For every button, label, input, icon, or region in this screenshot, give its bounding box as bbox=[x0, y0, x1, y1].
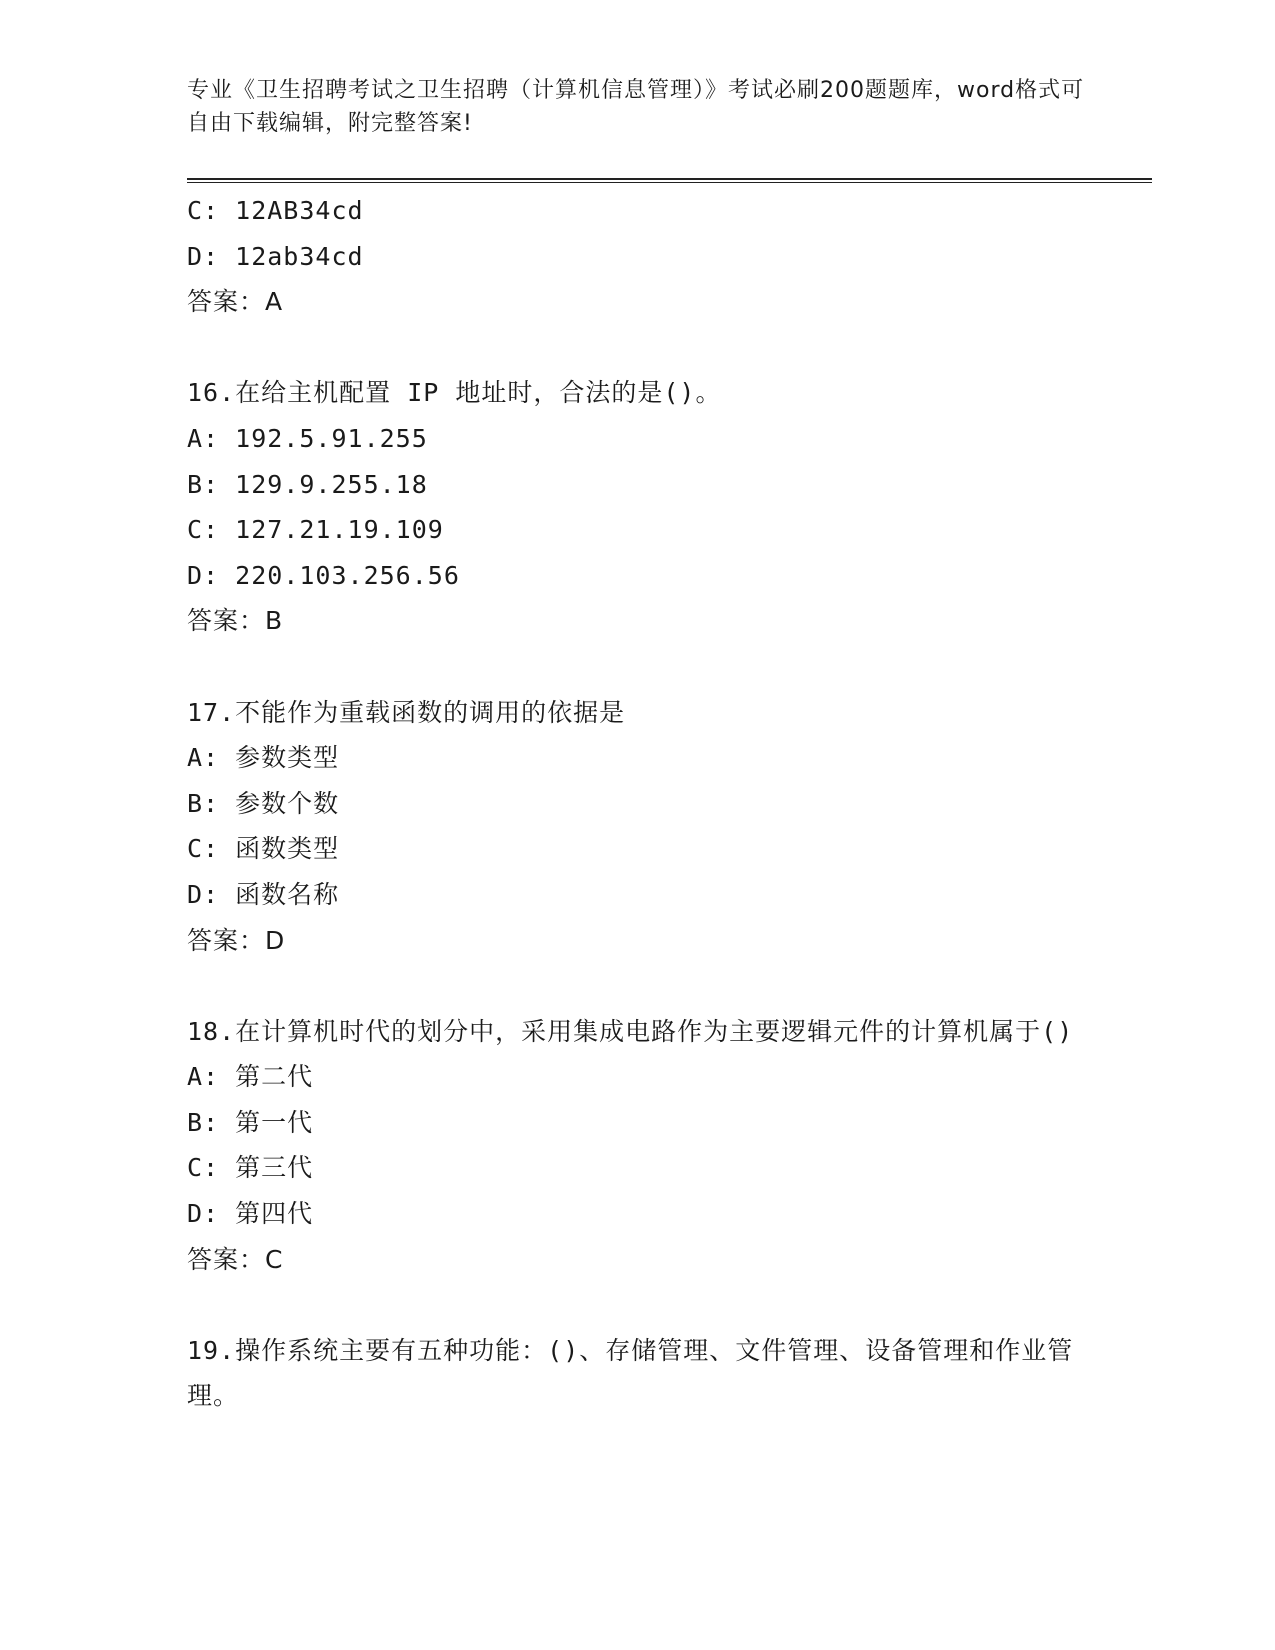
option-b: B: 参数个数 bbox=[187, 788, 340, 818]
question-list bbox=[187, 188, 1087, 1419]
option-b: B: 129.9.255.18 bbox=[187, 469, 428, 499]
answer-line: 答案：B bbox=[187, 606, 284, 636]
previous-question-tail bbox=[187, 188, 1087, 325]
option-d: D: 第四代 bbox=[187, 1199, 314, 1229]
question-17 bbox=[187, 690, 1087, 964]
answer-line: 答案：C bbox=[187, 1244, 284, 1274]
option-c: C: 127.21.19.109 bbox=[187, 515, 444, 545]
option-c: C: 12AB34cd bbox=[187, 196, 364, 225]
option-d: D: 220.103.256.56 bbox=[187, 560, 460, 590]
option-a: A: 192.5.91.255 bbox=[187, 423, 428, 453]
question-stem: 17.不能作为重载函数的调用的依据是 bbox=[187, 697, 626, 727]
option-a: A: 参数类型 bbox=[187, 743, 340, 773]
question-stem: 19.操作系统主要有五种功能：()、存储管理、文件管理、设备管理和作业管理。 bbox=[187, 1335, 1074, 1411]
answer-line: 答案：A bbox=[187, 287, 284, 317]
question-stem: 18.在计算机时代的划分中，采用集成电路作为主要逻辑元件的计算机属于() bbox=[187, 1016, 1074, 1046]
header-divider bbox=[187, 178, 1152, 183]
question-stem: 16.在给主机配置 IP 地址时，合法的是()。 bbox=[187, 378, 722, 408]
answer-line: 答案：D bbox=[187, 925, 286, 955]
question-19 bbox=[187, 1328, 1087, 1419]
option-d: D: 函数名称 bbox=[187, 879, 340, 909]
option-c: C: 第三代 bbox=[187, 1153, 314, 1183]
option-c: C: 函数类型 bbox=[187, 834, 340, 864]
document-header: 专业《卫生招聘考试之卫生招聘（计算机信息管理）》考试必刷200题题库，word格式可自由下载编辑，附完整答案! bbox=[187, 78, 1085, 136]
question-18 bbox=[187, 1009, 1087, 1283]
option-a: A: 第二代 bbox=[187, 1062, 314, 1092]
question-16 bbox=[187, 370, 1087, 644]
option-d: D: 12ab34cd bbox=[187, 241, 364, 271]
option-b: B: 第一代 bbox=[187, 1107, 314, 1137]
